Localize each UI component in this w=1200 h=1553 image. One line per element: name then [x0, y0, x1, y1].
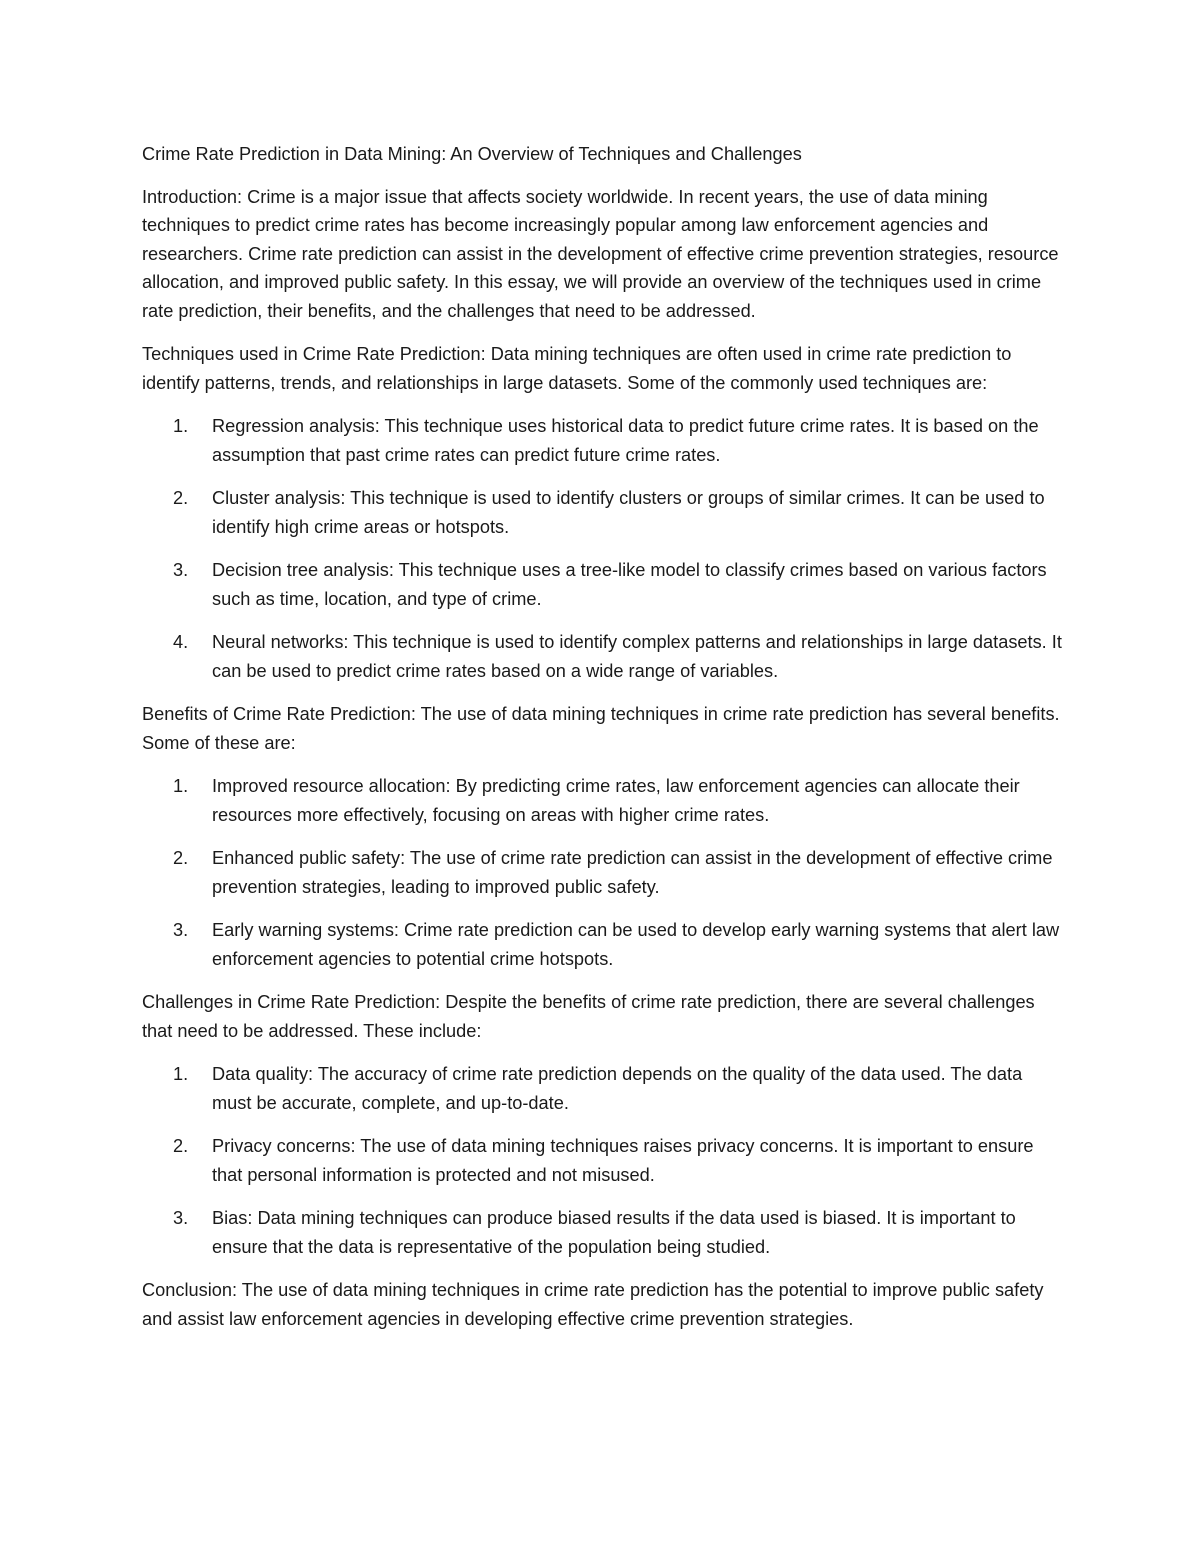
list-item — [142, 1060, 1062, 1117]
list-item — [142, 412, 1062, 469]
list-item — [142, 628, 1062, 685]
list-item-number: 3. — [173, 920, 189, 940]
list-item — [142, 1204, 1062, 1261]
list-item — [142, 844, 1062, 901]
list-item — [142, 1132, 1062, 1189]
list-item-text: Decision tree analysis: This technique uses a tree-like model to classify crimes based on various factors such as time, location, and type of crime. — [212, 560, 1047, 609]
list-item-number: 1. — [173, 416, 189, 436]
introduction-paragraph: Introduction: Crime is a major issue that affects society worldwide. In recent years, the use of data mining techniques to predict crime rates has become increasingly popular among law enforcement agencies and researchers. Crime rate prediction can assist in the development of effective crime prevention strategies, resource allocation, and improved public safety. In this essay, we will provide an overview of the techniques used in crime rate prediction, their benefits, and the challenges that need to be addressed. — [142, 186, 1059, 321]
list-item-number: 3. — [173, 1208, 189, 1228]
list-item-text: Neural networks: This technique is used to identify complex patterns and relationships in large datasets. It can be used to predict crime rates based on a wide range of variables. — [212, 632, 1062, 681]
techniques-list — [142, 412, 1062, 685]
list-item-text: Improved resource allocation: By predicting crime rates, law enforcement agencies can allocate their resources more effectively, focusing on areas with higher crime rates. — [212, 776, 1020, 825]
list-item-number: 1. — [173, 1064, 189, 1084]
list-item-number: 2. — [173, 488, 189, 508]
challenges-intro-paragraph: Challenges in Crime Rate Prediction: Despite the benefits of crime rate prediction, there are several challenges that need to be addressed. These include: — [142, 992, 1035, 1041]
list-item-text: Privacy concerns: The use of data mining techniques raises privacy concerns. It is important to ensure that personal information is protected and not misused. — [212, 1136, 1034, 1185]
list-item — [142, 556, 1062, 613]
document-body — [142, 140, 1062, 1348]
benefits-intro-paragraph: Benefits of Crime Rate Prediction: The use of data mining techniques in crime rate prediction has several benefits. Some of these are: — [142, 704, 1060, 753]
list-item-number: 2. — [173, 848, 189, 868]
list-item-text: Regression analysis: This technique uses historical data to predict future crime rates. It is based on the assumption that past crime rates can predict future crime rates. — [212, 416, 1039, 465]
challenges-list — [142, 1060, 1062, 1261]
list-item-text: Early warning systems: Crime rate prediction can be used to develop early warning systems that alert law enforcement agencies to potential crime hotspots. — [212, 920, 1060, 969]
document-title: Crime Rate Prediction in Data Mining: An Overview of Techniques and Challenges — [142, 144, 802, 164]
list-item-text: Bias: Data mining techniques can produce biased results if the data used is biased. It is important to ensure that the data is representative of the population being studied. — [212, 1208, 1016, 1257]
benefits-list — [142, 772, 1062, 973]
list-item-number: 2. — [173, 1136, 189, 1156]
techniques-intro-paragraph: Techniques used in Crime Rate Prediction: Data mining techniques are often used in crime rate prediction to identify patterns, trends, and relationships in large datasets. Some of the commonly used techniques are: — [142, 344, 1012, 393]
list-item-number: 3. — [173, 560, 189, 580]
list-item — [142, 484, 1062, 541]
list-item-number: 4. — [173, 632, 189, 652]
list-item-text: Data quality: The accuracy of crime rate prediction depends on the quality of the data used. The data must be accurate, complete, and up-to-date. — [212, 1064, 1023, 1113]
list-item-text: Enhanced public safety: The use of crime rate prediction can assist in the development of effective crime prevention strategies, leading to improved public safety. — [212, 848, 1053, 897]
list-item-text: Cluster analysis: This technique is used to identify clusters or groups of similar crimes. It can be used to identify high crime areas or hotspots. — [212, 488, 1045, 537]
list-item-number: 1. — [173, 776, 189, 796]
list-item — [142, 772, 1062, 829]
conclusion-paragraph: Conclusion: The use of data mining techniques in crime rate prediction has the potential to improve public safety and assist law enforcement agencies in developing effective crime prevention strategies. — [142, 1280, 1044, 1329]
list-item — [142, 916, 1062, 973]
